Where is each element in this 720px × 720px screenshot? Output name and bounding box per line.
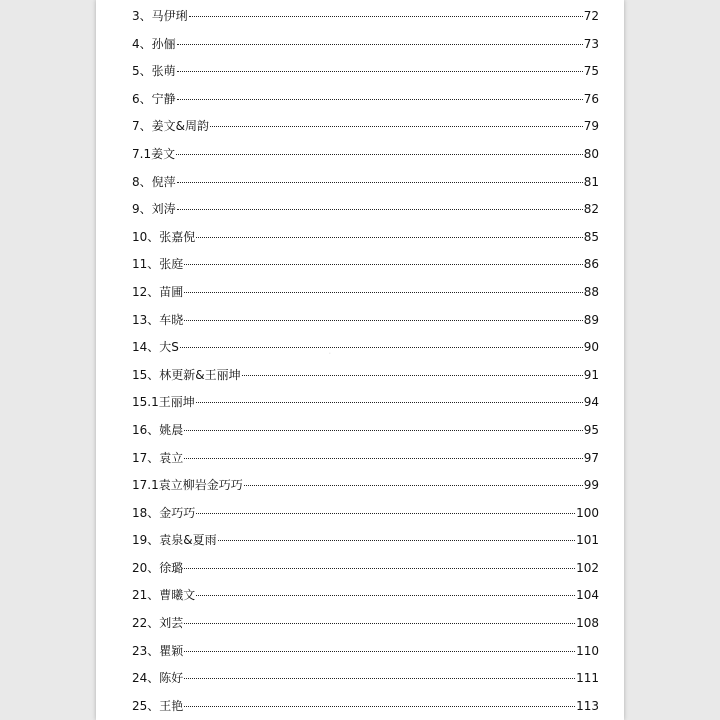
toc-entry-page-number: 91 bbox=[583, 367, 599, 382]
dot-leader bbox=[180, 347, 583, 348]
toc-entry-page-number: 97 bbox=[583, 450, 599, 465]
dot-leader bbox=[196, 402, 583, 403]
toc-entry-page-number: 86 bbox=[583, 257, 599, 272]
toc-entry-page-number: 110 bbox=[576, 643, 599, 658]
toc-entry-page-number: 94 bbox=[583, 395, 599, 410]
dot-leader bbox=[184, 320, 582, 321]
toc-entry[interactable] bbox=[132, 693, 599, 720]
toc-entry[interactable] bbox=[132, 31, 599, 59]
toc-entry-page-number: 102 bbox=[576, 560, 599, 575]
table-of-contents bbox=[132, 3, 599, 720]
toc-entry[interactable] bbox=[132, 169, 599, 197]
toc-entry-page-number: 73 bbox=[583, 36, 599, 51]
toc-entry-title: 16、姚晨 bbox=[132, 422, 184, 437]
toc-entry[interactable] bbox=[132, 251, 599, 279]
dot-leader bbox=[177, 182, 583, 183]
toc-entry[interactable] bbox=[132, 58, 599, 86]
toc-entry[interactable] bbox=[132, 334, 599, 362]
dot-leader bbox=[177, 99, 583, 100]
toc-entry-title: 20、徐璐 bbox=[132, 560, 184, 575]
dot-leader bbox=[242, 375, 583, 376]
toc-entry-title: 15.1王丽坤 bbox=[132, 395, 195, 410]
toc-entry-title: 3、马伊琍 bbox=[132, 9, 188, 23]
dot-leader bbox=[210, 126, 583, 127]
dot-leader bbox=[196, 513, 575, 514]
toc-entry-title: 6、宁静 bbox=[132, 91, 176, 106]
toc-entry[interactable] bbox=[132, 307, 599, 335]
toc-entry[interactable] bbox=[132, 445, 599, 473]
dot-leader bbox=[196, 237, 582, 238]
toc-entry-page-number: 85 bbox=[583, 229, 599, 244]
toc-entry[interactable] bbox=[132, 665, 599, 693]
toc-entry-title: 7.1姜文 bbox=[132, 146, 176, 161]
toc-entry[interactable] bbox=[132, 224, 599, 252]
toc-entry-title: 21、曹曦文 bbox=[132, 588, 196, 603]
toc-entry-page-number: 104 bbox=[576, 588, 599, 603]
toc-entry[interactable] bbox=[132, 610, 599, 638]
dot-leader bbox=[177, 44, 583, 45]
dot-leader bbox=[177, 71, 583, 72]
toc-entry-page-number: 76 bbox=[583, 91, 599, 106]
toc-entry-page-number: 100 bbox=[576, 505, 599, 520]
toc-entry[interactable] bbox=[132, 86, 599, 114]
toc-entry-title: 18、金巧巧 bbox=[132, 505, 196, 520]
toc-entry-page-number: 81 bbox=[583, 174, 599, 189]
dot-leader bbox=[189, 16, 583, 17]
toc-entry-title: 13、车晓 bbox=[132, 312, 184, 327]
toc-entry-page-number: 95 bbox=[583, 422, 599, 437]
toc-entry-title: 9、刘涛 bbox=[132, 202, 176, 217]
toc-entry-page-number: 113 bbox=[576, 698, 599, 713]
toc-entry-page-number: 79 bbox=[583, 119, 599, 134]
toc-entry-title: 5、张萌 bbox=[132, 64, 176, 79]
dot-leader bbox=[176, 154, 583, 155]
toc-entry[interactable] bbox=[132, 389, 599, 417]
toc-entry-page-number: 108 bbox=[576, 616, 599, 631]
toc-entry-title: 12、苗圃 bbox=[132, 284, 184, 299]
toc-entry[interactable] bbox=[132, 113, 599, 141]
toc-entry-page-number: 88 bbox=[583, 284, 599, 299]
dot-leader bbox=[184, 623, 575, 624]
toc-entry[interactable] bbox=[132, 527, 599, 555]
toc-entry-title: 24、陈好 bbox=[132, 671, 184, 686]
dot-leader bbox=[184, 651, 575, 652]
toc-entry-title: 4、孙俪 bbox=[132, 36, 176, 51]
toc-entry[interactable] bbox=[132, 279, 599, 307]
toc-entry[interactable] bbox=[132, 472, 599, 500]
toc-entry-title: 22、刘芸 bbox=[132, 616, 184, 631]
toc-entry-page-number: 90 bbox=[583, 340, 599, 355]
toc-entry-title: 15、林更新&王丽坤 bbox=[132, 367, 241, 382]
toc-entry[interactable] bbox=[132, 196, 599, 224]
toc-entry-page-number: 75 bbox=[583, 64, 599, 79]
toc-entry[interactable] bbox=[132, 417, 599, 445]
toc-entry[interactable] bbox=[132, 362, 599, 390]
toc-entry-title: 17、袁立 bbox=[132, 450, 184, 465]
toc-entry[interactable] bbox=[132, 3, 599, 31]
toc-entry-title: 23、瞿颖 bbox=[132, 643, 184, 658]
toc-entry-page-number: 89 bbox=[583, 312, 599, 327]
toc-entry-page-number: 82 bbox=[583, 202, 599, 217]
toc-entry-title: 8、倪萍 bbox=[132, 174, 176, 189]
faint-watermark: · bbox=[328, 347, 333, 360]
dot-leader bbox=[184, 430, 582, 431]
dot-leader bbox=[177, 209, 583, 210]
toc-entry[interactable] bbox=[132, 638, 599, 666]
toc-entry-page-number: 111 bbox=[576, 671, 599, 686]
toc-entry[interactable] bbox=[132, 582, 599, 610]
toc-entry[interactable] bbox=[132, 141, 599, 169]
toc-entry-title: 17.1袁立柳岩金巧巧 bbox=[132, 478, 243, 493]
dot-leader bbox=[184, 678, 575, 679]
dot-leader bbox=[218, 540, 575, 541]
toc-entry[interactable] bbox=[132, 555, 599, 583]
dot-leader bbox=[184, 706, 575, 707]
dot-leader bbox=[184, 568, 575, 569]
dot-leader bbox=[184, 264, 582, 265]
dot-leader bbox=[184, 458, 582, 459]
dot-leader bbox=[196, 595, 575, 596]
toc-entry-title: 14、大S bbox=[132, 340, 179, 355]
dot-leader bbox=[184, 292, 582, 293]
toc-entry[interactable] bbox=[132, 500, 599, 528]
toc-entry-page-number: 99 bbox=[583, 478, 599, 493]
toc-entry-page-number: 72 bbox=[583, 9, 599, 23]
toc-entry-title: 11、张庭 bbox=[132, 257, 184, 272]
toc-entry-title: 19、袁泉&夏雨 bbox=[132, 533, 217, 548]
dot-leader bbox=[244, 485, 583, 486]
toc-entry-page-number: 101 bbox=[576, 533, 599, 548]
toc-entry-page-number: 80 bbox=[583, 146, 599, 161]
toc-entry-title: 7、姜文&周韵 bbox=[132, 119, 209, 134]
toc-entry-title: 25、王艳 bbox=[132, 698, 184, 713]
toc-entry-title: 10、张嘉倪 bbox=[132, 229, 196, 244]
